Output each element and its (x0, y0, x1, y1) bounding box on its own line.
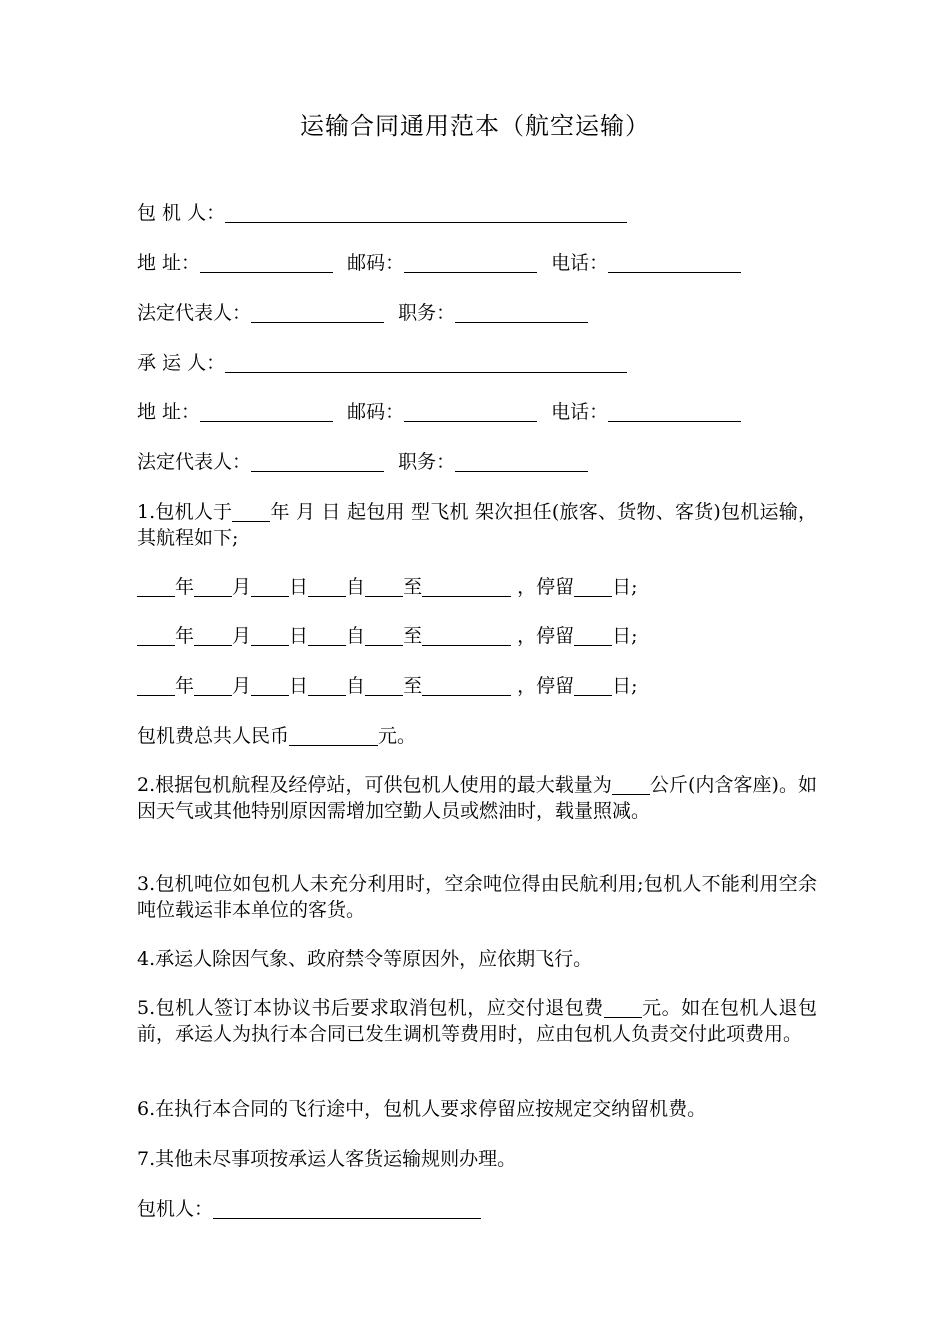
itinerary-day-blank[interactable] (251, 675, 289, 696)
carrier-rep-blank[interactable] (251, 451, 384, 472)
itinerary-destination-blank[interactable] (422, 675, 511, 696)
day-end-label: 日; (612, 675, 638, 697)
day-end-label: 日; (612, 576, 638, 598)
year-label: 年 (175, 576, 195, 598)
stay-label: ，停留 (517, 675, 575, 697)
month-label: 月 (232, 675, 252, 697)
year-label: 年 (175, 625, 195, 647)
itinerary-day-blank[interactable] (251, 576, 289, 597)
carrier-phone-blank[interactable] (608, 401, 741, 422)
to-label: 至 (403, 675, 423, 697)
carrier-address-blank[interactable] (200, 401, 333, 422)
carrier-position-blank[interactable] (455, 451, 588, 472)
day-label: 日 (289, 675, 309, 697)
stay-label: ，停留 (517, 576, 575, 598)
charterer-position-label: 职务： (398, 302, 456, 324)
itinerary-to-blank[interactable] (365, 625, 403, 646)
clause-1-part-b: 年 月 日 起包用 型飞机 架次担任(旅客、货物、客货)包机运输，其航程如下; (137, 501, 817, 549)
clause-2-part-b: 公斤(内含客座)。如因天气或其他特别原因需增加空勤人员或燃油时，载量照减。 (137, 774, 817, 822)
fee-amount-blank[interactable] (289, 725, 378, 746)
clause-1-part-a: 1.包机人于 (137, 501, 233, 523)
itinerary-from-blank[interactable] (308, 675, 346, 696)
day-label: 日 (289, 576, 309, 598)
signature-line (137, 1196, 481, 1222)
carrier-phone-label: 电话： (551, 401, 609, 423)
charterer-name-blank[interactable] (225, 202, 627, 223)
charterer-label: 包 机 人： (137, 202, 226, 224)
to-label: 至 (403, 625, 423, 647)
to-label: 至 (403, 576, 423, 598)
carrier-name-blank[interactable] (225, 352, 627, 373)
clause-2-part-a: 2.根据包机航程及经停站，可供包机人使用的最大载量为 (137, 774, 612, 796)
from-label: 自 (346, 625, 366, 647)
charter-fee-line (137, 723, 416, 749)
charterer-postcode-label: 邮码： (347, 252, 405, 274)
itinerary-month-blank[interactable] (194, 675, 232, 696)
itinerary-row (137, 574, 638, 600)
charterer-address-blank[interactable] (200, 252, 333, 273)
itinerary-day-blank[interactable] (251, 625, 289, 646)
carrier-address-line (137, 399, 741, 425)
itinerary-year-blank[interactable] (137, 576, 175, 597)
carrier-postcode-label: 邮码： (347, 401, 405, 423)
charterer-phone-blank[interactable] (608, 252, 741, 273)
itinerary-destination-blank[interactable] (422, 625, 511, 646)
itinerary-to-blank[interactable] (365, 675, 403, 696)
clause-4: 4.承运人除因气象、政府禁令等原因外，应依期飞行。 (137, 948, 593, 970)
day-label: 日 (289, 625, 309, 647)
month-label: 月 (232, 576, 252, 598)
itinerary-from-blank[interactable] (308, 625, 346, 646)
charterer-rep-label: 法定代表人： (137, 302, 252, 324)
clause-1-year-blank[interactable] (232, 501, 270, 522)
itinerary-row (137, 673, 638, 699)
charterer-address-label: 地 址： (137, 252, 201, 274)
clause-3: 3.包机吨位如包机人未充分利用时，空余吨位得由民航利用;包机人不能利用空余吨位载运非本单位的客货。 (137, 873, 817, 921)
fee-unit: 元。 (378, 725, 417, 747)
itinerary-stay-blank[interactable] (574, 675, 612, 696)
itinerary-destination-blank[interactable] (422, 576, 511, 597)
day-end-label: 日; (612, 625, 638, 647)
clause-1 (137, 499, 817, 551)
charterer-rep-blank[interactable] (251, 302, 384, 323)
carrier-rep-label: 法定代表人： (137, 451, 252, 473)
clause-5-part-a: 5.包机人签订本协议书后要求取消包机，应交付退包费 (137, 997, 604, 1019)
itinerary-month-blank[interactable] (194, 625, 232, 646)
max-load-blank[interactable] (612, 774, 650, 795)
year-label: 年 (175, 675, 195, 697)
signature-blank[interactable] (213, 1198, 481, 1219)
itinerary-month-blank[interactable] (194, 576, 232, 597)
clause-2 (137, 772, 817, 824)
carrier-name-line (137, 350, 627, 376)
carrier-position-label: 职务： (398, 451, 456, 473)
charterer-phone-label: 电话： (551, 252, 609, 274)
document-title: 运输合同通用范本（航空运输） (300, 112, 650, 140)
charterer-address-line (137, 250, 741, 276)
month-label: 月 (232, 625, 252, 647)
stay-label: ，停留 (517, 625, 575, 647)
carrier-rep-line (137, 449, 588, 475)
carrier-address-label: 地 址： (137, 401, 201, 423)
clause-5-part-b: 元。如在包机人退包前，承运人为执行本合同已发生调机等费用时，应由包机人负责交付此项费用。 (137, 997, 817, 1045)
itinerary-stay-blank[interactable] (574, 576, 612, 597)
charterer-rep-line (137, 300, 588, 326)
fee-label: 包机费总共人民币 (137, 725, 290, 747)
itinerary-year-blank[interactable] (137, 625, 175, 646)
signature-label: 包机人： (137, 1198, 214, 1220)
itinerary-year-blank[interactable] (137, 675, 175, 696)
carrier-label: 承 运 人： (137, 352, 226, 374)
charterer-postcode-blank[interactable] (404, 252, 537, 273)
charterer-name-line (137, 200, 627, 226)
clause-6: 6.在执行本合同的飞行途中，包机人要求停留应按规定交纳留机费。 (137, 1098, 707, 1120)
from-label: 自 (346, 675, 366, 697)
itinerary-row (137, 623, 638, 649)
carrier-postcode-blank[interactable] (404, 401, 537, 422)
cancel-fee-blank[interactable] (604, 997, 642, 1018)
itinerary-to-blank[interactable] (365, 576, 403, 597)
clause-5 (137, 995, 817, 1047)
itinerary-stay-blank[interactable] (574, 625, 612, 646)
itinerary-from-blank[interactable] (308, 576, 346, 597)
from-label: 自 (346, 576, 366, 598)
clause-7: 7.其他未尽事项按承运人客货运输规则办理。 (137, 1148, 517, 1170)
charterer-position-blank[interactable] (455, 302, 588, 323)
